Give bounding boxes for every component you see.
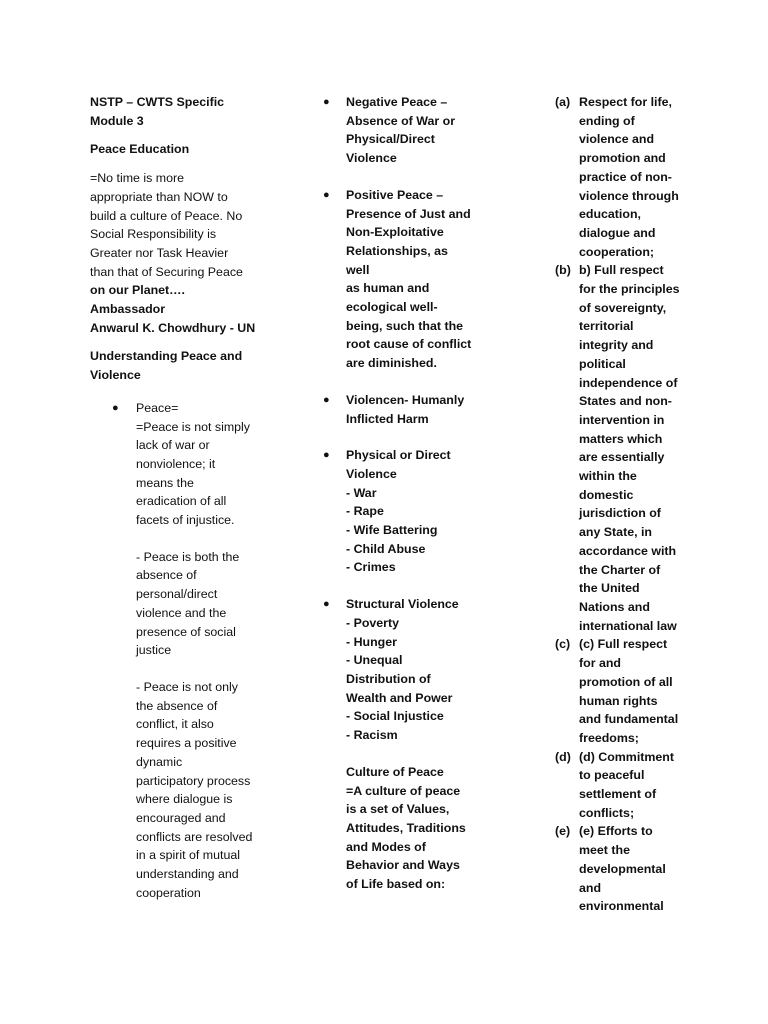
- bullet-icon: ●: [323, 598, 330, 611]
- peace-p3-line: participatory process: [136, 773, 251, 788]
- list-marker: (c): [555, 637, 571, 652]
- heading-line: Understanding Peace and: [90, 349, 243, 364]
- list-marker: (b): [555, 263, 571, 278]
- list-line: developmental: [579, 861, 666, 876]
- positive-peace-line: root cause of conflict: [346, 337, 472, 352]
- list-item-text: [579, 261, 685, 635]
- list-line: matters which: [579, 431, 663, 446]
- positive-peace-line: as human and: [346, 281, 430, 296]
- structural-violence-item: Wealth and Power: [346, 690, 453, 705]
- list-line: political: [579, 356, 626, 371]
- bullet-icon: ●: [323, 96, 330, 108]
- list-line: States and non-: [579, 394, 672, 409]
- positive-peace-line: Relationships, as well: [346, 243, 448, 277]
- list-item-b: [555, 261, 685, 635]
- list-line: for the principles: [579, 282, 680, 297]
- physical-violence-item: - War: [346, 485, 377, 500]
- list-line: (c) Full respect: [579, 637, 668, 652]
- list-line: and: [579, 880, 602, 895]
- list-marker: (a): [555, 95, 571, 109]
- title-line: Module 3: [90, 113, 144, 128]
- list-item-text: [579, 748, 685, 823]
- peace-p2-line: justice: [136, 643, 172, 658]
- list-line: settlement of: [579, 787, 657, 802]
- bullet-icon: ●: [112, 401, 119, 414]
- bullet-icon: ●: [323, 393, 330, 406]
- physical-violence-item: - Rape: [346, 504, 384, 519]
- list-line: promotion of all: [579, 674, 673, 689]
- physical-violence-label: Physical or Direct: [346, 448, 451, 463]
- list-item-e: [555, 822, 685, 916]
- peace-p3-line: requires a positive: [136, 736, 237, 751]
- column-2: [323, 93, 473, 894]
- list-marker: (e): [555, 824, 571, 839]
- list-line: any State, in: [579, 525, 652, 540]
- list-line: (d) Commitment: [579, 749, 674, 764]
- structural-violence-item: - Hunger: [346, 634, 397, 649]
- positive-peace-line: being, such that the: [346, 318, 464, 333]
- list-line: promotion and: [579, 151, 666, 166]
- section-subtitle: Peace Education: [90, 142, 190, 157]
- violence-bullet: [323, 391, 473, 428]
- peace-p2-line: - Peace is both the: [136, 549, 240, 564]
- physical-violence-item: - Child Abuse: [346, 541, 426, 556]
- list-line: (e) Efforts to: [579, 824, 653, 839]
- list-line: human rights: [579, 693, 658, 708]
- physical-violence-item: - Wife Battering: [346, 523, 438, 538]
- list-line: the Charter of: [579, 562, 661, 577]
- list-line: are essentially: [579, 450, 665, 465]
- peace-def-line: means the: [136, 475, 194, 490]
- section-heading: [90, 347, 260, 384]
- peace-p3-line: - Peace is not only: [136, 679, 238, 694]
- quote-line: than that of Securing Peace: [90, 264, 243, 279]
- list-line: independence of: [579, 375, 678, 390]
- culture-of-peace-line: Attitudes, Traditions: [346, 820, 466, 835]
- list-line: and fundamental: [579, 712, 679, 727]
- column-3: [555, 93, 685, 916]
- list-line: the United: [579, 581, 640, 596]
- peace-p3-line: the absence of: [136, 698, 218, 713]
- peace-def-line: facets of injustice.: [136, 513, 235, 528]
- list-line: ending of: [579, 113, 635, 128]
- peace-p3-line: dynamic: [136, 754, 183, 769]
- list-line: accordance with: [579, 543, 677, 558]
- positive-peace-line: are diminished.: [346, 356, 437, 371]
- list-item-text: [579, 635, 685, 747]
- peace-p2-line: presence of social: [136, 624, 236, 639]
- list-item-a: [555, 93, 685, 261]
- title-line: NSTP – CWTS Specific: [90, 95, 225, 109]
- quote-line: =No time is more: [90, 171, 184, 186]
- structural-violence-item: - Racism: [346, 728, 398, 743]
- culture-of-peace-line: and Modes of: [346, 839, 426, 854]
- negative-peace-line: Physical/Direct: [346, 132, 435, 147]
- violence-text: Humanly: [408, 392, 465, 407]
- peace-label: Peace=: [136, 400, 179, 415]
- peace-p3-line: understanding and: [136, 867, 239, 882]
- module-title: [90, 93, 260, 130]
- list-line: conflicts;: [579, 805, 635, 820]
- negative-peace-line: Violence: [346, 151, 397, 166]
- list-line: within the: [579, 469, 637, 484]
- culture-of-peace-label: Culture of Peace: [346, 764, 444, 779]
- list-line: intervention in: [579, 412, 665, 427]
- peace-p3-line: cooperation: [136, 885, 201, 900]
- negative-peace-line: Absence of War or: [346, 113, 456, 128]
- quote-line: Social Responsibility is: [90, 227, 217, 242]
- list-item-d: [555, 748, 685, 823]
- list-line: integrity and: [579, 338, 654, 353]
- list-line: of sovereignty,: [579, 300, 667, 315]
- positive-peace-line: Non-Exploitative: [346, 225, 444, 240]
- peace-p2-line: absence of: [136, 568, 197, 583]
- list-line: for and: [579, 656, 621, 671]
- culture-of-peace-line: is a set of Values,: [346, 802, 450, 817]
- list-item-c: [555, 635, 685, 747]
- quote-attribution-line: Anwarul K. Chowdhury - UN: [90, 320, 256, 335]
- structural-violence-item: Distribution of: [346, 671, 431, 686]
- peace-p3-line: encouraged and: [136, 810, 226, 825]
- list-line: jurisdiction of: [579, 506, 661, 521]
- quote-paragraph: [90, 169, 260, 337]
- quote-line: build a culture of Peace. No: [90, 208, 243, 223]
- violence-label: Violencen-: [346, 392, 409, 407]
- peace-p3-line: conflicts are resolved: [136, 829, 253, 844]
- list-line: b) Full respect: [579, 263, 664, 278]
- list-line: dialogue and: [579, 225, 656, 240]
- column-1: [90, 93, 260, 902]
- positive-peace-bullet: [323, 186, 473, 373]
- culture-of-peace: [346, 763, 473, 894]
- structural-violence-item: - Unequal: [346, 653, 403, 668]
- physical-violence-bullet: [323, 446, 473, 577]
- quote-attribution-line: on our Planet…. Ambassador: [90, 283, 185, 317]
- peace-p3-line: conflict, it also: [136, 717, 214, 732]
- culture-of-peace-line: of Life based on:: [346, 877, 446, 892]
- list-line: international law: [579, 618, 677, 633]
- list-line: violence and: [579, 132, 655, 147]
- physical-violence-item: - Crimes: [346, 560, 396, 575]
- violence-text-line: Inflicted Harm: [346, 411, 429, 426]
- structural-violence-label: Structural Violence: [346, 597, 459, 612]
- list-line: domestic: [579, 487, 634, 502]
- list-item-text: [579, 93, 685, 261]
- physical-violence-label: Violence: [346, 466, 397, 481]
- peace-bullet: [112, 399, 260, 903]
- list-line: Respect for life,: [579, 95, 672, 109]
- list-line: education,: [579, 207, 641, 222]
- list-line: territorial: [579, 319, 634, 334]
- peace-p3-line: in a spirit of mutual: [136, 848, 240, 863]
- list-line: meet the: [579, 843, 630, 858]
- negative-peace-bullet: [323, 93, 473, 168]
- peace-p3-line: where dialogue is: [136, 792, 233, 807]
- peace-def-line: =Peace is not simply: [136, 419, 250, 434]
- list-line: cooperation;: [579, 244, 655, 259]
- peace-def-line: nonviolence; it: [136, 456, 216, 471]
- positive-peace-line: Positive Peace –: [346, 187, 444, 202]
- positive-peace-line: Presence of Just and: [346, 206, 471, 221]
- list-marker: (d): [555, 749, 571, 764]
- bullet-icon: ●: [323, 188, 330, 201]
- culture-of-peace-line: =A culture of peace: [346, 783, 461, 798]
- structural-violence-item: - Poverty: [346, 615, 400, 630]
- peace-p2-line: violence and the: [136, 605, 227, 620]
- structural-violence-bullet: [323, 595, 473, 745]
- list-line: violence through: [579, 188, 679, 203]
- negative-peace-line: Negative Peace –: [346, 95, 448, 109]
- spacer: [136, 530, 260, 548]
- peace-def-line: lack of war or: [136, 438, 210, 453]
- positive-peace-line: ecological well-: [346, 300, 438, 315]
- quote-line: appropriate than NOW to: [90, 189, 228, 204]
- structural-violence-item: - Social Injustice: [346, 709, 444, 724]
- list-line: freedoms;: [579, 730, 639, 745]
- bullet-icon: ●: [323, 449, 330, 462]
- list-line: Nations and: [579, 599, 650, 614]
- list-item-text: [579, 822, 685, 916]
- quote-line: Greater nor Task Heavier: [90, 245, 229, 260]
- spacer: [136, 660, 260, 678]
- peace-def-line: eradication of all: [136, 494, 227, 509]
- peace-p2-line: personal/direct: [136, 587, 218, 602]
- heading-line: Violence: [90, 368, 141, 383]
- list-line: practice of non-: [579, 169, 672, 184]
- list-line: to peaceful: [579, 768, 645, 783]
- list-line: environmental: [579, 899, 664, 914]
- culture-of-peace-line: Behavior and Ways: [346, 858, 460, 873]
